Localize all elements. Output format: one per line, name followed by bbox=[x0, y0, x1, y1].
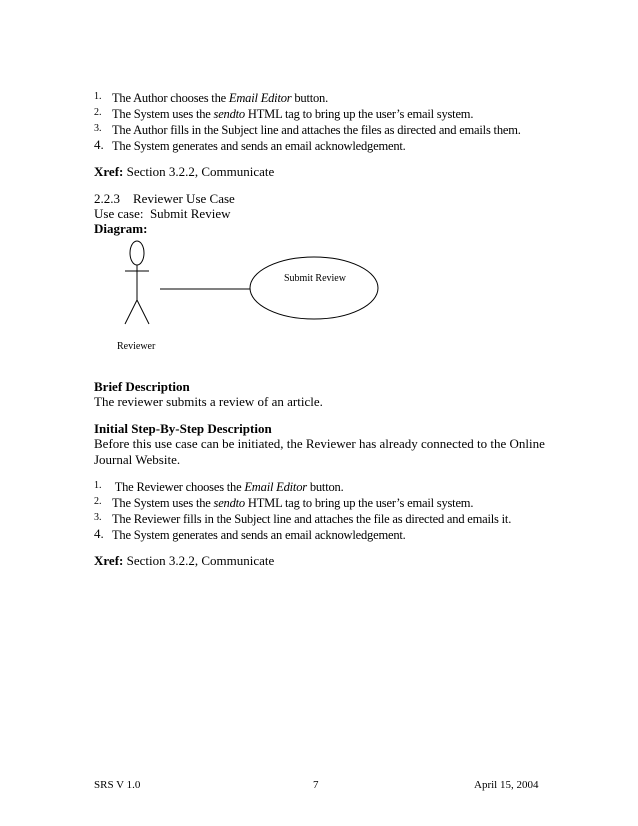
initial-heading: Initial Step-By-Step Description bbox=[94, 421, 272, 436]
list-text: The System generates and sends an email acknowledgement. bbox=[112, 139, 406, 153]
list-number: 1. bbox=[94, 91, 102, 102]
list-number: 1. bbox=[94, 480, 102, 491]
list-text: The Reviewer chooses the Email Editor button. bbox=[112, 480, 344, 494]
list-number: 4. bbox=[94, 137, 104, 152]
xref-line: Xref: Section 3.2.2, Communicate bbox=[94, 553, 275, 568]
brief-heading: Brief Description bbox=[94, 379, 190, 394]
use-case-label: Submit Review bbox=[284, 273, 346, 284]
initial-line-1: Before this use case can be initiated, the Reviewer has already connected to the Online bbox=[94, 436, 545, 451]
list-text: The Author chooses the Email Editor button. bbox=[112, 91, 329, 105]
footer-page-number: 7 bbox=[313, 779, 319, 791]
list-text: The Author fills in the Subject line and attaches the files as directed and emails them. bbox=[112, 123, 521, 137]
actor-head bbox=[130, 241, 144, 265]
brief-text: The reviewer submits a review of an article. bbox=[94, 394, 323, 409]
list-text: The System uses the sendto HTML tag to bring up the user’s email system. bbox=[112, 496, 474, 510]
actor-label: Reviewer bbox=[117, 341, 156, 352]
list-text: The System generates and sends an email acknowledgement. bbox=[112, 528, 406, 542]
diagram-label: Diagram: bbox=[94, 221, 148, 236]
initial-line-2: Journal Website. bbox=[94, 452, 181, 467]
actor-right-leg bbox=[137, 300, 149, 324]
list2-item-4 bbox=[94, 527, 614, 543]
use-case-line: Use case: Submit Review bbox=[94, 206, 231, 221]
list-number: 3. bbox=[94, 512, 102, 523]
section-heading: 2.2.3 Reviewer Use Case bbox=[94, 191, 235, 206]
list-number: 4. bbox=[94, 526, 104, 541]
list-number: 2. bbox=[94, 496, 102, 507]
list-number: 3. bbox=[94, 123, 102, 134]
use-case-ellipse bbox=[250, 257, 378, 319]
footer-date: April 15, 2004 bbox=[474, 779, 539, 791]
list2-item-1 bbox=[94, 479, 614, 495]
list-text: The Reviewer fills in the Subject line and attaches the file as directed and emails it. bbox=[112, 512, 512, 526]
footer-version: SRS V 1.0 bbox=[94, 779, 141, 791]
list-number: 2. bbox=[94, 107, 102, 118]
list-text: The System uses the sendto HTML tag to bring up the user’s email system. bbox=[112, 107, 474, 121]
list2-item-2 bbox=[94, 495, 614, 511]
list2-item-3 bbox=[94, 511, 614, 527]
xref-line: Xref: Section 3.2.2, Communicate bbox=[94, 164, 275, 179]
actor-left-leg bbox=[125, 300, 137, 324]
